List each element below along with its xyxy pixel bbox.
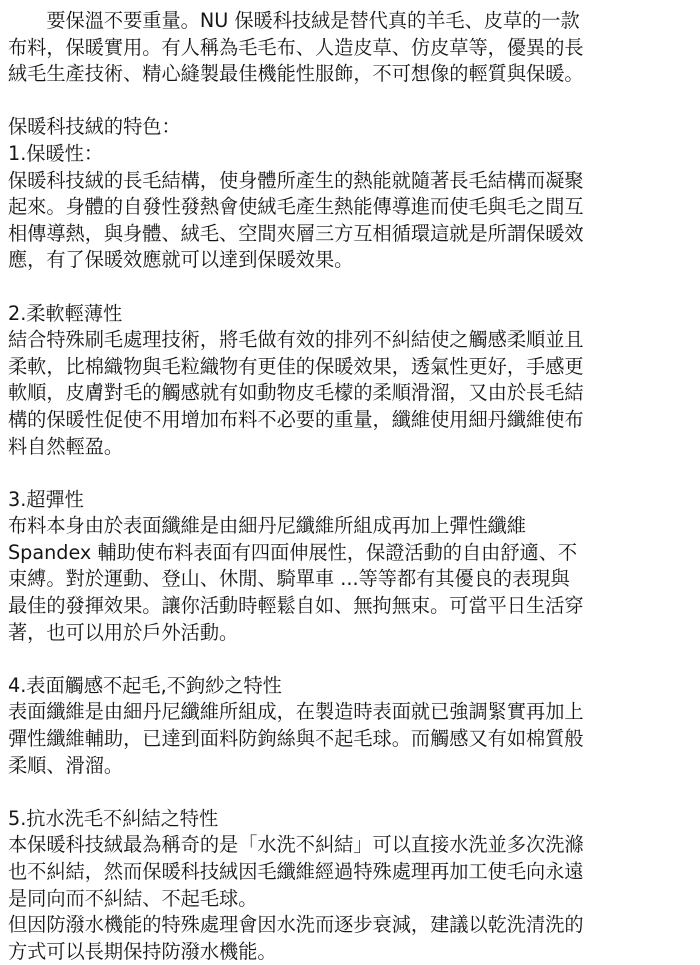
section-line: 保暖科技絨的長毛結構，使身體所產生的熱能就隨著長毛結構而凝聚 bbox=[8, 168, 584, 192]
spacer bbox=[8, 646, 692, 673]
section-line: 著，也可以用於戶外活動。 bbox=[8, 620, 239, 644]
intro-paragraph bbox=[8, 8, 692, 88]
section-line: 應，有了保暖效應就可以達到保暖效果。 bbox=[8, 248, 354, 272]
intro-line: 絨毛生產技術、精心縫製最佳機能性服飾，不可想像的輕質與保暖。 bbox=[8, 62, 584, 86]
spacer bbox=[8, 274, 692, 301]
section-line: 結合特殊刷毛處理技術，將毛做有效的排列不糾結使之觸感柔順並且 bbox=[8, 328, 584, 352]
section-5 bbox=[8, 806, 692, 965]
spacer bbox=[8, 88, 692, 115]
section-line: 柔軟，比棉織物與毛粒織物有更佳的保暖效果，透氣性更好，手感更 bbox=[8, 354, 584, 378]
intro-line: 要保溫不要重量。NU 保暖科技絨是替代真的羊毛、皮草的一款 bbox=[8, 9, 580, 32]
section-line: 彈性纖維輔助，已達到面料防鉤絲與不起毛球。而觸感又有如棉質般 bbox=[8, 727, 584, 751]
section-line: 方式可以長期保持防潑水機能。 bbox=[8, 939, 277, 963]
section-line: 布料本身由於表面纖維是由細丹尼纖維所組成再加上彈性纖維 bbox=[8, 514, 527, 538]
spacer bbox=[8, 460, 692, 487]
features-heading: 保暖科技絨的特色： bbox=[8, 115, 181, 139]
section-line: 但因防潑水機能的特殊處理會因水洗而逐步衰減，建議以乾洗清洗的 bbox=[8, 913, 584, 937]
section-line: 構的保暖性促使不用增加布料不必要的重量，纖維使用細丹纖維使布 bbox=[8, 407, 584, 431]
section-line: 相傳導熱，與身體、絨毛、空間夾層三方互相循環這就是所謂保暖效 bbox=[8, 221, 584, 245]
section-title: 2.柔軟輕薄性 bbox=[8, 301, 123, 325]
section-title: 4.表面觸感不起毛,不鉤紗之特性 bbox=[8, 673, 282, 697]
section-line: 束縛。對於運動、登山、休閒、騎單車 ...等等都有其優良的表現與 bbox=[8, 567, 570, 591]
section-line: 柔順、滑溜。 bbox=[8, 753, 124, 777]
section-line: 料自然輕盈。 bbox=[8, 434, 124, 458]
section-line: 也不糾結，然而保暖科技絨因毛纖維經過特殊處理再加工使毛向永遠 bbox=[8, 860, 584, 883]
section-3 bbox=[8, 487, 692, 647]
section-line: 表面纖維是由細丹尼纖維所組成，在製造時表面就已強調緊實再加上 bbox=[8, 700, 584, 724]
section-title: 3.超彈性 bbox=[8, 487, 84, 511]
section-1 bbox=[8, 141, 692, 274]
spacer bbox=[8, 779, 692, 806]
section-line: 是同向而不糾結、不起毛球。 bbox=[8, 886, 258, 910]
section-title: 5.抗水洗毛不糾結之特性 bbox=[8, 806, 219, 830]
section-line: 軟順，皮膚對毛的觸感就有如動物皮毛檬的柔順滑溜，又由於長毛結 bbox=[8, 381, 584, 405]
section-2 bbox=[8, 301, 692, 461]
intro-line: 布料，保暖實用。有人稱為毛毛布、人造皮草、仿皮草等，優異的長 bbox=[8, 35, 584, 59]
section-line: 最佳的發揮效果。讓你活動時輕鬆自如、無拘無束。可當平日生活穿 bbox=[8, 594, 584, 618]
section-line: Spandex 輔助使布料表面有四面伸展性，保證活動的自由舒適、不 bbox=[8, 540, 578, 564]
section-title: 1.保暖性： bbox=[8, 141, 104, 165]
section-4 bbox=[8, 673, 692, 779]
section-line: 本保暖科技絨最為稱奇的是「水洗不糾結」可以直接水洗並多次洗滌 bbox=[8, 833, 584, 857]
document-body bbox=[8, 8, 692, 965]
section-line: 起來。身體的自發性發熱會使絨毛產生熱能傳導進而使毛與毛之間互 bbox=[8, 195, 584, 219]
